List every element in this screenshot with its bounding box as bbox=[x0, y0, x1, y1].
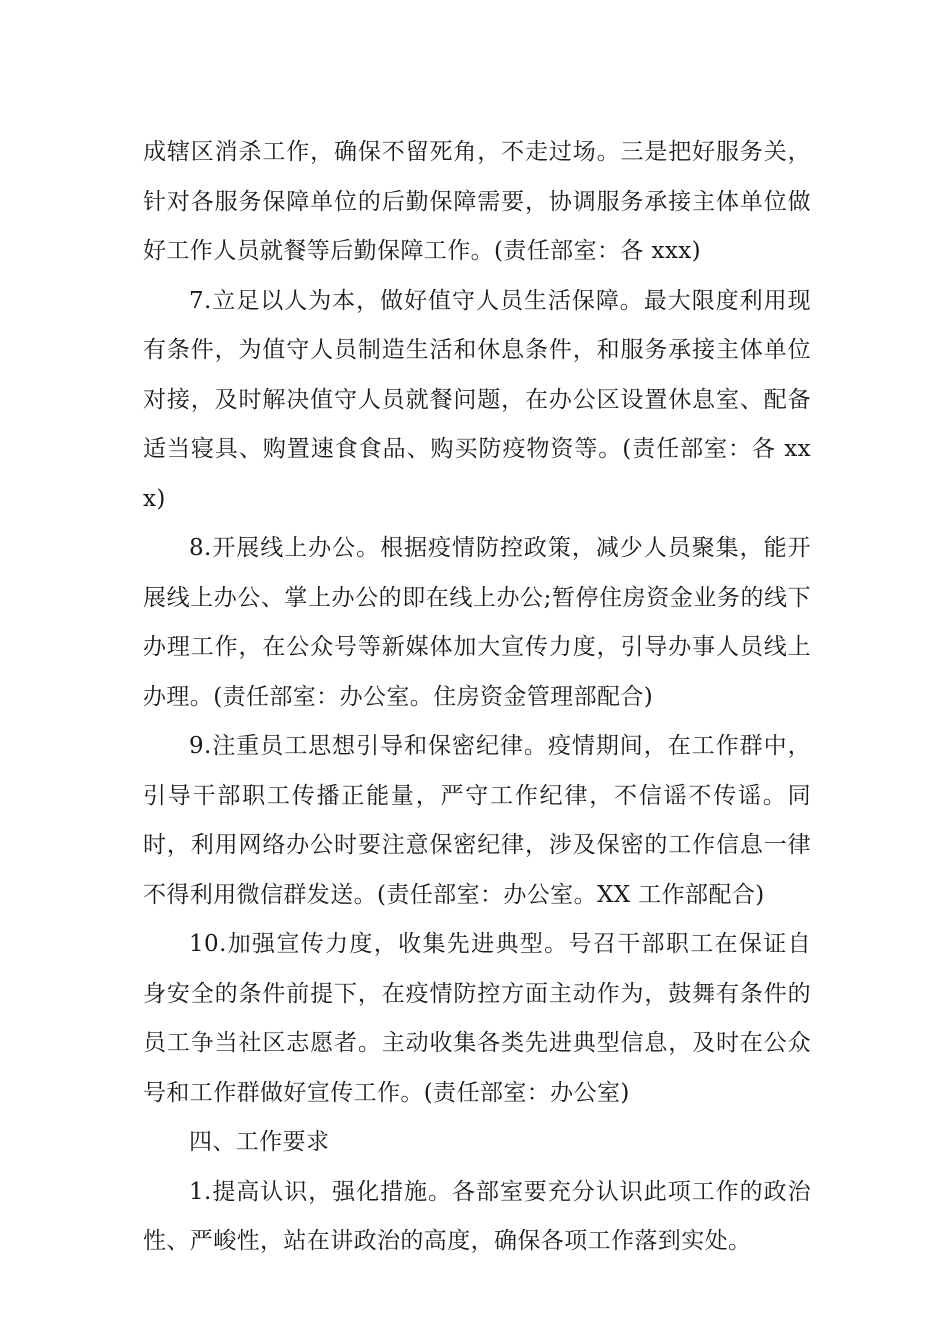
paragraph-item-8: 8.开展线上办公。根据疫情防控政策，减少人员聚集，能开展线上办公、掌上办公的即在线上办公;暂停住房资金业务的线下办理工作，在公众号等新媒体加大宣传力度，引导办事人员线上办理。(责任部室：办公室。住房资金管理部配合) bbox=[143, 535, 811, 710]
section-heading-work-requirements: 四、工作要求 bbox=[189, 1129, 330, 1155]
paragraph-item-7: 7.立足以人为本，做好值守人员生活保障。最大限度利用现有条件，为值守人员制造生活和休息条件，和服务承接主体单位对接，及时解决值守人员就餐问题，在办公区设置休息室、配备适当寝具、购置速食食品、购买防疫物资等。(责任部室：各 xxx) bbox=[143, 287, 811, 512]
paragraph-continuation: 成辖区消杀工作，确保不留死角，不走过场。三是把好服务关，针对各服务保障单位的后勤保障需要，协调服务承接主体单位做好工作人员就餐等后勤保障工作。(责任部室：各 xxx) bbox=[143, 139, 811, 264]
paragraph-item-10: 10.加强宣传力度，收集先进典型。号召干部职工在保证自身安全的条件前提下，在疫情防控方面主动作为，鼓舞有条件的员工争当社区志愿者。主动收集各类先进典型信息，及时在公众号和工作群做好宣传工作。(责任部室：办公室) bbox=[143, 931, 811, 1106]
document-body bbox=[143, 128, 811, 1267]
paragraph-requirement-1: 1.提高认识，强化措施。各部室要充分认识此项工作的政治性、严峻性，站在讲政治的高度，确保各项工作落到实处。 bbox=[143, 1178, 811, 1254]
paragraph-item-9: 9.注重员工思想引导和保密纪律。疫情期间，在工作群中，引导干部职工传播正能量，严守工作纪律，不信谣不传谣。同时，利用网络办公时要注意保密纪律，涉及保密的工作信息一律不得利用微信群发送。(责任部室：办公室。XX 工作部配合) bbox=[143, 733, 811, 908]
